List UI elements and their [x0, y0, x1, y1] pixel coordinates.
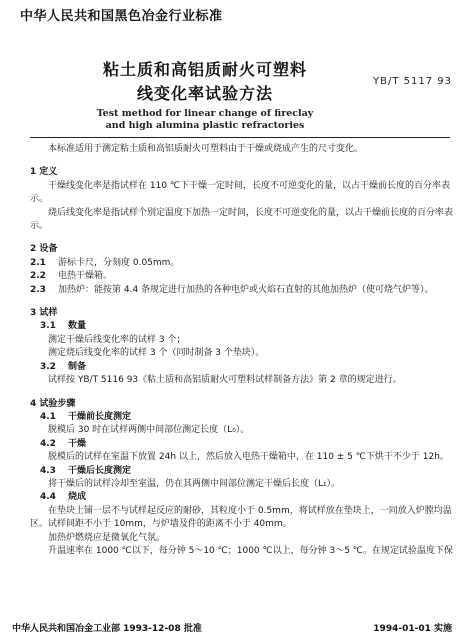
header-divider: [30, 137, 450, 138]
english-title-line-1: Test method for linear change of fireclay: [96, 108, 314, 119]
clause-text: 加热炉：能按第 4.4 条规定进行加热的各种电炉或火焰石直射的其他加热炉（使可烧气炉等）。: [58, 284, 434, 295]
section-4-heading: 4 试验步骤: [30, 398, 76, 409]
clause-text: 电热干燥箱。: [58, 271, 113, 282]
clause-number: 4.3: [40, 465, 56, 476]
clause-text: 游标卡尺，分刻度 0.05mm。: [58, 257, 180, 268]
document-body: [30, 143, 454, 558]
standard-number: YB/T 5117 93: [373, 76, 452, 87]
clause-4-2-line-a: 脱模后的试样在室温下放置 24h 以上，然后放入电热干燥箱中，在 110 ± 5 ℃下烘干不少于 12h。: [48, 452, 449, 463]
clause-title: 数量: [68, 321, 87, 332]
clause-number: 3.2: [40, 361, 56, 372]
clause-4-1: [40, 411, 454, 424]
section-1-paragraph-1: 干燥线变化率是指试样在 110 ℃下干燥一定时间，长度不可逆变化的量，以占干燥前长度的百分率表示。: [30, 180, 451, 205]
clause-3-1-line-b: 测定烧后线变化率的试样 3 个（同时制备 3 个垫块）。: [48, 348, 265, 359]
clause-4-4-line-a: 在垫块上铺一层不与试样起反应的耐砂，其粒度小于 0.5mm，将试样放在垫块上，一同放入炉膛均温区。试样间距不小于 10mm，与炉墙及件的距离不小于 40mm。: [30, 505, 452, 530]
clause-3-2-line-a: 试样按 YB/T 5116 93《粘土质和高铝质耐火可塑料试样制备方法》第 2 章的规定进行。: [48, 375, 402, 386]
clause-number: 4.4: [40, 492, 56, 503]
clause-3-1: [40, 320, 454, 333]
title-line-1: 粘土质和高铝质耐火可塑料: [102, 60, 307, 79]
clause-3-2: [40, 361, 454, 374]
section-1-paragraph-2: 烧后线变化率是指试样个别定温度下加热一定时间，长度不可逆变化的量，以占干燥前长度的百分率表示。: [30, 207, 454, 232]
section-1-heading: 1 定义: [30, 167, 58, 178]
clause-3-1-line-a: 测定干燥后线变化率的试样 3 个；: [48, 334, 186, 345]
clause-number: 3.1: [40, 321, 56, 332]
section-2-heading: 2 设备: [30, 244, 58, 255]
clause-title: 烧成: [68, 492, 87, 503]
clause-number: 4.2: [40, 438, 56, 449]
clause-4-3: [40, 465, 454, 478]
standard-category-header: 中华人民共和国黑色冶金行业标准: [20, 9, 223, 24]
clause-2-1: [30, 257, 454, 270]
approval-footer: [12, 621, 452, 633]
clause-4-4-line-c: 升温速率在 1000 ℃以下，每分钟 5～10 ℃；1000 ℃以上，每分钟 3～5 ℃。在规定试验温度下保: [48, 545, 453, 556]
english-title: [80, 108, 330, 132]
clause-4-3-line-a: 将干燥后的试样冷却至室温，仍在其两侧中间部位测定干燥后长度（L₁）。: [48, 478, 341, 489]
intro-paragraph: 本标准适用于测定粘土质和高铝质耐火可塑料由于干燥或烧成产生的尺寸变化。: [48, 144, 364, 154]
effective-date: 1994-01-01 实施: [373, 624, 452, 634]
clause-title: 制备: [68, 361, 87, 372]
title-block: [60, 58, 350, 106]
clause-title: 干燥后长度测定: [68, 465, 132, 476]
title-line-2: 线变化率试验方法: [136, 84, 273, 103]
clause-number: 2.2: [30, 271, 46, 282]
clause-4-1-line-a: 脱模后 30 时在试样两侧中间部位测定长度（L₀）。: [48, 425, 250, 436]
clause-2-3: [30, 284, 454, 297]
clause-2-2: [30, 270, 454, 283]
clause-4-2: [40, 438, 454, 451]
clause-title: 干燥: [68, 438, 87, 449]
clause-title: 干燥前长度测定: [68, 411, 132, 422]
clause-number: 4.1: [40, 411, 56, 422]
english-title-line-2: and high alumina plastic refractories: [105, 120, 305, 131]
clause-4-4-line-b: 加热炉燃烧应是微氧化气氛。: [48, 532, 166, 543]
clause-number: 2.3: [30, 284, 46, 295]
clause-number: 2.1: [30, 257, 46, 268]
section-3-heading: 3 试样: [30, 308, 58, 319]
clause-4-4: [40, 491, 454, 504]
approval-text: 中华人民共和国冶金工业部 1993-12-08 批准: [12, 624, 202, 634]
